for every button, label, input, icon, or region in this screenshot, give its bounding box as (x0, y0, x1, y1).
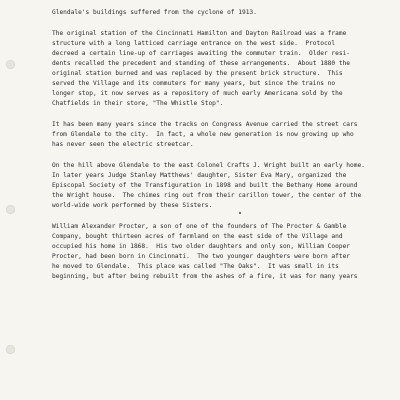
text-line: served the Village and its commuters for many years, but since the trains no (52, 80, 336, 88)
text-line: longer stop, it now serves as a repository of much early Americana sold by the (52, 90, 343, 98)
text-line: dents recalled the precedent and standing of these arrangements. About 1880 the (52, 59, 351, 67)
text-line: Episcopal Society of the Transfiguration in 1898 and built the Bethany Home around (52, 181, 358, 189)
text-line: It has been many years since the tracks on Congress Avenue carried the street cars (52, 120, 358, 128)
text-line: structure with a long latticed carriage entrance on the west side. Protocol (52, 39, 336, 47)
ink-speck (239, 212, 241, 214)
text-line: Procter, had been born in Cincinnati. The two younger daughters were born after (52, 252, 351, 260)
text-line: Chatfields in their store, "The Whistle Stop". (52, 100, 224, 108)
text-line: occupied his home in 1868. His two older daughters and only son, William Cooper (52, 242, 351, 250)
text-line: beginning, but after being rebuilt from the ashes of a fire, it was for many years (52, 273, 358, 281)
text-line: William Alexander Procter, a son of one of the founders of The Procter & Gamble (52, 222, 347, 230)
text-line: decreed a certain line-up of carriages awaiting the commuter train. Older resi- (52, 49, 351, 57)
binder-hole (6, 60, 15, 69)
text-line: he moved to Glendale. This place was called "The Oaks". It was small in its (52, 262, 339, 270)
text-line: In later years Judge Stanley Matthews' daughter, Sister Eva Mary, organized the (52, 171, 347, 179)
document-body (52, 8, 392, 282)
text-line: has never seen the electric streetcar. (52, 141, 194, 149)
text-line: Glendale's buildings suffered from the cyclone of 1913. (52, 9, 257, 16)
text-line: The original station of the Cincinnati Hamilton and Dayton Railroad was a frame (52, 29, 347, 37)
text-line: original station burned and was replaced by the present brick structure. This (52, 69, 343, 77)
text-line: the Wright house. The chimes ring out from their carillon tower, the center of the (52, 191, 362, 199)
text-line: from Glendale to the city. In fact, a whole new generation is now growing up who (52, 130, 354, 138)
text-line: world-wide work performed by these Sisters. (52, 202, 213, 209)
binder-hole (6, 205, 15, 214)
text-line: Company, bought thirteen acres of farmland on the east side of the Village and (52, 232, 343, 240)
text-line: On the hill above Glendale to the east Colonel Crafts J. Wright built an early home. (52, 161, 365, 169)
binder-hole (6, 345, 15, 354)
